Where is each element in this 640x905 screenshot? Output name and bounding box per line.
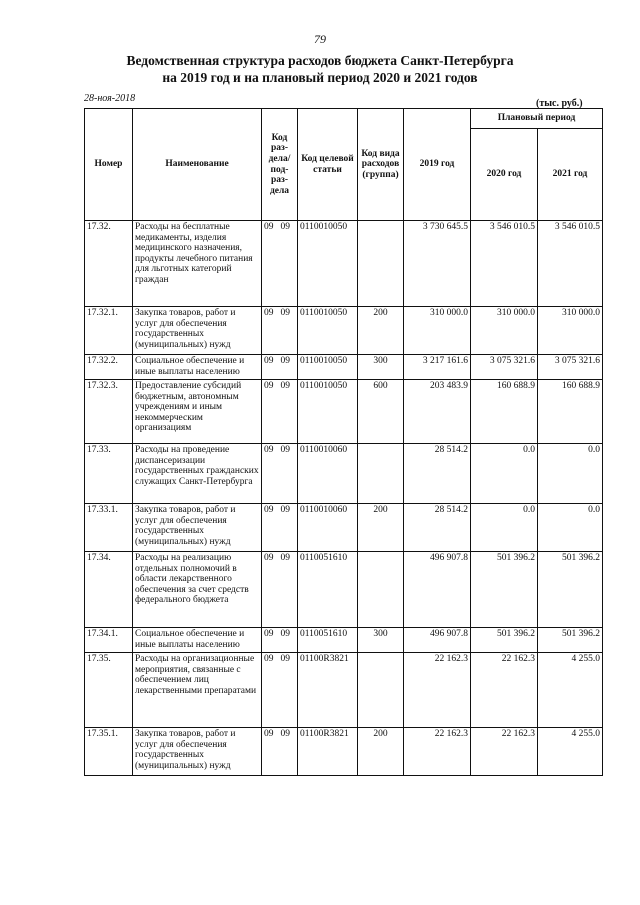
row-stat: 0110010060 [298, 504, 358, 552]
row-razdel-code: 09 [264, 553, 274, 563]
row-number: 17.33.1. [85, 504, 133, 552]
table-row [85, 355, 603, 380]
row-podrazdel-code: 09 [280, 308, 290, 318]
row-number: 17.32. [85, 221, 133, 307]
header-number: Номер [85, 109, 133, 221]
header-name: Наименование [133, 109, 262, 221]
page-number: 79 [314, 32, 326, 46]
row-razdel-code: 09 [264, 308, 274, 318]
row-name: Закупка товаров, работ и услуг для обеспечения государственных (муниципальных) нужд [133, 728, 262, 776]
row-razdel-code: 09 [264, 356, 274, 366]
row-razdel-code: 09 [264, 381, 274, 391]
row-stat: 0110010050 [298, 380, 358, 444]
row-2021: 310 000.0 [538, 307, 603, 355]
row-vid [358, 653, 404, 728]
row-2019: 203 483.9 [404, 380, 471, 444]
row-2020: 310 000.0 [471, 307, 538, 355]
row-vid [358, 444, 404, 504]
row-podrazdel-code: 09 [280, 729, 290, 739]
row-stat: 01100R3821 [298, 728, 358, 776]
row-stat: 0110010060 [298, 444, 358, 504]
row-2021: 501 396.2 [538, 552, 603, 628]
table-row [85, 628, 603, 653]
title-line-2: на 2019 год и на плановый период 2020 и 2021 годов [162, 70, 478, 85]
row-vid: 300 [358, 355, 404, 380]
row-2019: 28 514.2 [404, 444, 471, 504]
row-name: Расходы на проведение диспансеризации государственных гражданских служащих Санкт-Петербурга [133, 444, 262, 504]
row-number: 17.34.1. [85, 628, 133, 653]
row-razdel [262, 628, 298, 653]
row-podrazdel-code: 09 [280, 381, 290, 391]
row-razdel [262, 307, 298, 355]
row-2020: 3 075 321.6 [471, 355, 538, 380]
header-stat: Код целевой статьи [298, 109, 358, 221]
row-razdel-code: 09 [264, 222, 274, 232]
row-2019: 3 730 645.5 [404, 221, 471, 307]
row-number: 17.35.1. [85, 728, 133, 776]
row-2021: 0.0 [538, 444, 603, 504]
row-stat: 0110010050 [298, 221, 358, 307]
document-title [60, 52, 580, 86]
row-2021: 4 255.0 [538, 728, 603, 776]
header-2020: 2020 год [471, 129, 538, 221]
row-2020: 22 162.3 [471, 653, 538, 728]
row-vid: 200 [358, 504, 404, 552]
row-razdel [262, 221, 298, 307]
table-row [85, 653, 603, 728]
row-name: Социальное обеспечение и иные выплаты населению [133, 355, 262, 380]
row-vid: 200 [358, 728, 404, 776]
header-2019: 2019 год [404, 109, 471, 221]
row-podrazdel-code: 09 [280, 505, 290, 515]
row-razdel [262, 728, 298, 776]
row-stat: 0110051610 [298, 552, 358, 628]
row-name: Расходы на реализацию отдельных полномочий в области лекарственного обеспечения за счет средств федерального бюджета [133, 552, 262, 628]
row-vid [358, 552, 404, 628]
row-vid [358, 221, 404, 307]
table-row [85, 552, 603, 628]
units-label: (тыс. руб.) [536, 98, 583, 109]
row-2021: 501 396.2 [538, 628, 603, 653]
table-body [85, 221, 603, 776]
row-2019: 28 514.2 [404, 504, 471, 552]
row-2019: 22 162.3 [404, 653, 471, 728]
row-2019: 22 162.3 [404, 728, 471, 776]
row-2020: 501 396.2 [471, 628, 538, 653]
row-razdel [262, 380, 298, 444]
row-2020: 3 546 010.5 [471, 221, 538, 307]
row-2021: 0.0 [538, 504, 603, 552]
budget-table [84, 108, 603, 776]
table-row [85, 307, 603, 355]
row-2019: 310 000.0 [404, 307, 471, 355]
row-2021: 3 075 321.6 [538, 355, 603, 380]
row-stat: 0110010050 [298, 307, 358, 355]
row-2019: 496 907.8 [404, 628, 471, 653]
table-row [85, 380, 603, 444]
row-razdel [262, 355, 298, 380]
table-header [85, 109, 603, 221]
header-2021: 2021 год [538, 129, 603, 221]
row-podrazdel-code: 09 [280, 629, 290, 639]
row-number: 17.34. [85, 552, 133, 628]
row-stat: 0110051610 [298, 628, 358, 653]
row-2020: 22 162.3 [471, 728, 538, 776]
row-2021: 3 546 010.5 [538, 221, 603, 307]
row-podrazdel-code: 09 [280, 356, 290, 366]
row-2021: 160 688.9 [538, 380, 603, 444]
row-2020: 0.0 [471, 504, 538, 552]
row-2019: 496 907.8 [404, 552, 471, 628]
header-razdel: Код раз-дела/ под-раз-дела [262, 109, 298, 221]
row-razdel-code: 09 [264, 729, 274, 739]
row-name: Закупка товаров, работ и услуг для обеспечения государственных (муниципальных) нужд [133, 504, 262, 552]
table-row [85, 444, 603, 504]
row-name: Закупка товаров, работ и услуг для обеспечения государственных (муниципальных) нужд [133, 307, 262, 355]
row-2020: 501 396.2 [471, 552, 538, 628]
header-plan-period: Плановый период [471, 109, 603, 129]
row-podrazdel-code: 09 [280, 654, 290, 664]
row-stat: 01100R3821 [298, 653, 358, 728]
row-vid: 600 [358, 380, 404, 444]
row-number: 17.33. [85, 444, 133, 504]
row-name: Расходы на бесплатные медикаменты, изделия медицинского назначения, продукты лечебного питания для льготных категорий граждан [133, 221, 262, 307]
title-line-1: Ведомственная структура расходов бюджета Санкт-Петербурга [126, 53, 514, 68]
row-razdel [262, 552, 298, 628]
row-podrazdel-code: 09 [280, 222, 290, 232]
header-vid: Код вида расходов (группа) [358, 109, 404, 221]
row-razdel-code: 09 [264, 445, 274, 455]
row-razdel-code: 09 [264, 654, 274, 664]
row-name: Предоставление субсидий бюджетным, автономным учреждениям и иным некоммерческим организациям [133, 380, 262, 444]
table-row [85, 221, 603, 307]
row-razdel-code: 09 [264, 629, 274, 639]
row-number: 17.35. [85, 653, 133, 728]
row-2020: 0.0 [471, 444, 538, 504]
row-razdel [262, 444, 298, 504]
row-vid: 300 [358, 628, 404, 653]
row-2019: 3 217 161.6 [404, 355, 471, 380]
row-razdel-code: 09 [264, 505, 274, 515]
row-2020: 160 688.9 [471, 380, 538, 444]
row-podrazdel-code: 09 [280, 445, 290, 455]
row-podrazdel-code: 09 [280, 553, 290, 563]
row-2021: 4 255.0 [538, 653, 603, 728]
row-razdel [262, 653, 298, 728]
row-vid: 200 [358, 307, 404, 355]
row-number: 17.32.2. [85, 355, 133, 380]
document-date: 28-ноя-2018 [84, 93, 136, 104]
row-number: 17.32.3. [85, 380, 133, 444]
row-stat: 0110010050 [298, 355, 358, 380]
row-name: Расходы на организационные мероприятия, связанные с обеспечением лиц лекарственными препаратами [133, 653, 262, 728]
row-number: 17.32.1. [85, 307, 133, 355]
row-razdel [262, 504, 298, 552]
table-row [85, 504, 603, 552]
table-row [85, 728, 603, 776]
row-name: Социальное обеспечение и иные выплаты населению [133, 628, 262, 653]
